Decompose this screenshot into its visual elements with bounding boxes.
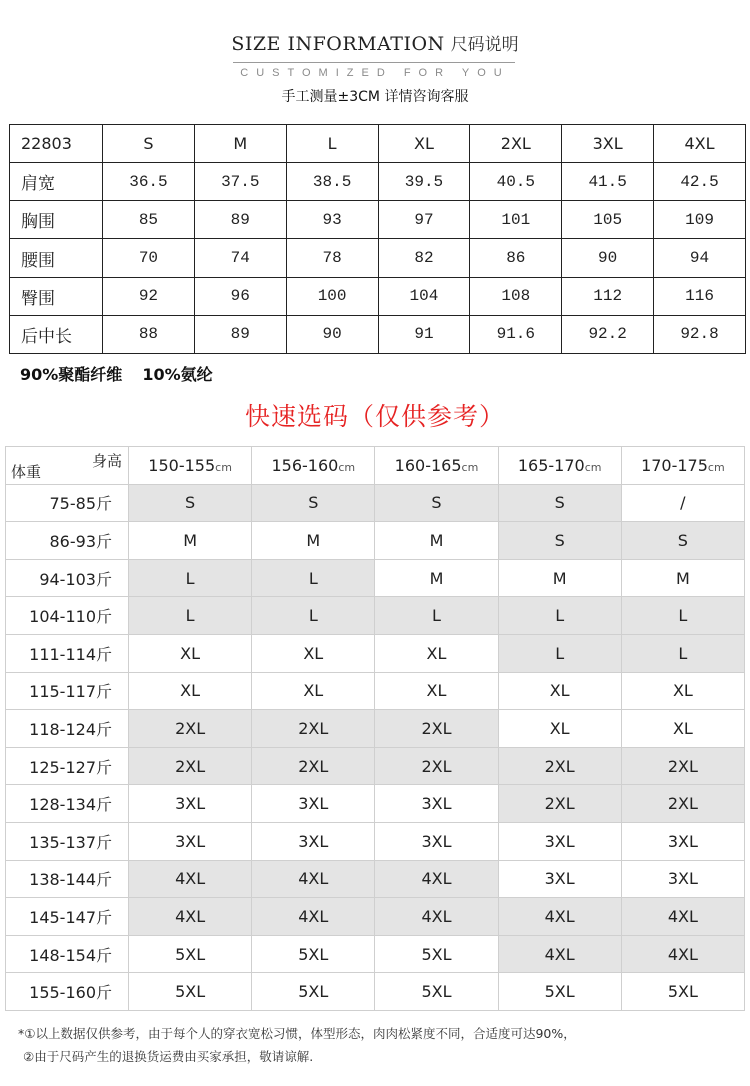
size-recommendation: 4XL <box>252 898 375 936</box>
size-recommendation: XL <box>129 672 252 710</box>
weight-label: 104-110斤 <box>6 597 129 635</box>
size-recommendation: XL <box>129 634 252 672</box>
size-recommendation: 2XL <box>129 747 252 785</box>
height-header <box>621 447 744 485</box>
measure-label: 胸围 <box>10 201 103 239</box>
height-unit: cm <box>707 460 725 474</box>
size-recommendation: S <box>498 484 621 522</box>
size-recommendation: 4XL <box>375 898 498 936</box>
measure-label: 腰围 <box>10 239 103 277</box>
quick-row <box>6 822 745 860</box>
size-recommendation: 3XL <box>129 785 252 823</box>
size-recommendation: L <box>252 559 375 597</box>
size-recommendation: 5XL <box>252 935 375 973</box>
quick-row <box>6 860 745 898</box>
size-recommendation: L <box>129 597 252 635</box>
size-recommendation: 2XL <box>498 747 621 785</box>
weight-label: 145-147斤 <box>6 898 129 936</box>
size-recommendation: 4XL <box>621 935 744 973</box>
measure-value: 89 <box>194 201 286 239</box>
size-recommendation: XL <box>498 710 621 748</box>
size-recommendation: S <box>252 484 375 522</box>
quick-row <box>6 973 745 1011</box>
header <box>0 0 750 118</box>
size-recommendation: 2XL <box>621 747 744 785</box>
measure-value: 38.5 <box>286 163 378 201</box>
measure-value: 70 <box>103 239 195 277</box>
size-recommendation: 4XL <box>129 860 252 898</box>
weight-label: 86-93斤 <box>6 522 129 560</box>
size-table <box>9 124 746 354</box>
measure-value: 74 <box>194 239 286 277</box>
measure-value: 90 <box>286 315 378 353</box>
measure-value: 78 <box>286 239 378 277</box>
size-row <box>10 277 746 315</box>
weight-label: 148-154斤 <box>6 935 129 973</box>
size-recommendation: 2XL <box>375 710 498 748</box>
height-unit: cm <box>461 460 479 474</box>
weight-label: 75-85斤 <box>6 484 129 522</box>
height-range: 170-175 <box>641 455 708 475</box>
size-recommendation: 4XL <box>375 860 498 898</box>
size-recommendation: 4XL <box>252 860 375 898</box>
subtitle: CUSTOMIZED FOR YOU <box>240 67 510 79</box>
size-header-xl: XL <box>378 125 470 163</box>
quick-row <box>6 522 745 560</box>
measure-value: 116 <box>654 277 746 315</box>
measure-value: 36.5 <box>103 163 195 201</box>
weight-label: 155-160斤 <box>6 973 129 1011</box>
quick-row <box>6 672 745 710</box>
weight-label: 111-114斤 <box>6 634 129 672</box>
size-header-row <box>10 125 746 163</box>
measure-value: 104 <box>378 277 470 315</box>
size-recommendation: M <box>375 559 498 597</box>
measure-value: 100 <box>286 277 378 315</box>
page-title <box>0 30 750 55</box>
quick-row <box>6 710 745 748</box>
height-unit: cm <box>215 460 232 474</box>
quick-row <box>6 597 745 635</box>
size-recommendation: M <box>621 559 744 597</box>
size-header-3xl: 3XL <box>562 125 654 163</box>
size-header-m: M <box>194 125 286 163</box>
measure-value: 112 <box>562 277 654 315</box>
size-recommendation: 4XL <box>621 898 744 936</box>
measure-value: 92.8 <box>654 315 746 353</box>
measure-value: 94 <box>654 239 746 277</box>
size-recommendation: S <box>129 484 252 522</box>
height-range: 160-165 <box>394 455 462 475</box>
size-recommendation: 5XL <box>498 973 621 1011</box>
quick-row <box>6 747 745 785</box>
measure-value: 92.2 <box>562 315 654 353</box>
weight-label: 118-124斤 <box>6 710 129 748</box>
measure-value: 109 <box>654 201 746 239</box>
measure-value: 41.5 <box>562 163 654 201</box>
measure-value: 82 <box>378 239 470 277</box>
size-header-l: L <box>286 125 378 163</box>
height-range: 150-155 <box>148 455 216 475</box>
measure-value: 90 <box>562 239 654 277</box>
title-divider <box>233 62 515 63</box>
measure-value: 96 <box>194 277 286 315</box>
measure-value: 92 <box>103 277 195 315</box>
style-code: 22803 <box>10 125 103 163</box>
fabric-polyester: 90%聚酯纤维 <box>20 365 123 384</box>
height-header <box>252 447 375 485</box>
height-header <box>498 447 621 485</box>
measure-value: 91 <box>378 315 470 353</box>
size-recommendation: L <box>621 597 744 635</box>
height-header <box>129 447 252 485</box>
size-header-2xl: 2XL <box>470 125 562 163</box>
fabric-spandex: 10%氨纶 <box>142 365 213 384</box>
quick-row <box>6 484 745 522</box>
size-recommendation: L <box>498 634 621 672</box>
size-recommendation: XL <box>252 634 375 672</box>
title-cn: 尺码说明 <box>450 35 519 55</box>
size-row <box>10 163 746 201</box>
measure-value: 89 <box>194 315 286 353</box>
size-recommendation: XL <box>621 672 744 710</box>
height-header <box>375 447 498 485</box>
size-recommendation: L <box>129 559 252 597</box>
measure-value: 39.5 <box>378 163 470 201</box>
size-row <box>10 239 746 277</box>
size-recommendation: 5XL <box>375 935 498 973</box>
quick-row <box>6 634 745 672</box>
weight-label: 115-117斤 <box>6 672 129 710</box>
size-recommendation: 3XL <box>252 785 375 823</box>
size-recommendation: XL <box>498 672 621 710</box>
size-recommendation: XL <box>375 634 498 672</box>
corner-height-label: 身高 <box>91 452 122 470</box>
quick-size-title: 快速选码（仅供参考） <box>244 402 505 431</box>
quick-row <box>6 898 745 936</box>
size-row <box>10 201 746 239</box>
size-recommendation: 5XL <box>252 973 375 1011</box>
footnote-1: *①以上数据仅供参考，由于每个人的穿衣宽松习惯，体型形态，肉肉松紧度不同，合适度可达90%， <box>18 1026 576 1041</box>
quick-header-row <box>6 447 745 485</box>
size-recommendation: 2XL <box>498 785 621 823</box>
size-recommendation: S <box>498 522 621 560</box>
size-recommendation: 5XL <box>129 935 252 973</box>
size-recommendation: L <box>252 597 375 635</box>
quick-row <box>6 785 745 823</box>
size-recommendation: 3XL <box>498 822 621 860</box>
height-range: 165-170 <box>517 455 585 475</box>
height-range: 156-160 <box>271 455 339 475</box>
measure-value: 86 <box>470 239 562 277</box>
measure-value: 42.5 <box>654 163 746 201</box>
fabric-composition <box>20 362 233 385</box>
size-recommendation: 4XL <box>129 898 252 936</box>
size-recommendation: 2XL <box>252 747 375 785</box>
measure-value: 93 <box>286 201 378 239</box>
size-recommendation: S <box>375 484 498 522</box>
measure-value: 108 <box>470 277 562 315</box>
size-recommendation: / <box>621 484 744 522</box>
height-unit: cm <box>584 460 602 474</box>
weight-label: 128-134斤 <box>6 785 129 823</box>
size-recommendation: 2XL <box>129 710 252 748</box>
corner-cell <box>6 447 129 485</box>
size-recommendation: 3XL <box>129 822 252 860</box>
size-recommendation: XL <box>252 672 375 710</box>
size-recommendation: 4XL <box>498 898 621 936</box>
corner-weight-label: 体重 <box>11 462 42 481</box>
weight-label: 135-137斤 <box>6 822 129 860</box>
size-row <box>10 315 746 353</box>
measure-label: 臀围 <box>10 277 103 315</box>
quick-row <box>6 559 745 597</box>
size-recommendation: 5XL <box>129 973 252 1011</box>
size-recommendation: L <box>621 634 744 672</box>
measure-label: 后中长 <box>10 315 103 353</box>
title-en: SIZE INFORMATION <box>231 33 445 55</box>
measure-value: 40.5 <box>470 163 562 201</box>
size-recommendation: L <box>375 597 498 635</box>
size-recommendation: 5XL <box>621 973 744 1011</box>
size-recommendation: 3XL <box>375 822 498 860</box>
size-recommendation: 5XL <box>375 973 498 1011</box>
size-header-4xl: 4XL <box>654 125 746 163</box>
weight-label: 138-144斤 <box>6 860 129 898</box>
size-recommendation: 3XL <box>621 860 744 898</box>
measure-value: 97 <box>378 201 470 239</box>
size-recommendation: 3XL <box>621 822 744 860</box>
size-recommendation: XL <box>621 710 744 748</box>
size-recommendation: 4XL <box>498 935 621 973</box>
measure-note: 手工测量±3CM 详情咨询客服 <box>281 89 469 105</box>
measure-value: 101 <box>470 201 562 239</box>
size-recommendation: M <box>375 522 498 560</box>
size-recommendation: 3XL <box>498 860 621 898</box>
measure-label: 肩宽 <box>10 163 103 201</box>
weight-label: 125-127斤 <box>6 747 129 785</box>
height-unit: cm <box>338 460 356 474</box>
measure-value: 85 <box>103 201 195 239</box>
size-recommendation: L <box>498 597 621 635</box>
measure-value: 105 <box>562 201 654 239</box>
size-recommendation: M <box>252 522 375 560</box>
quick-size-table <box>5 446 745 1011</box>
size-header-s: S <box>103 125 195 163</box>
size-recommendation: M <box>498 559 621 597</box>
size-recommendation: 3XL <box>375 785 498 823</box>
size-recommendation: S <box>621 522 744 560</box>
weight-label: 94-103斤 <box>6 559 129 597</box>
quick-row <box>6 935 745 973</box>
footnote-2: ②由于尺码产生的退换货运费由买家承担，敬请谅解. <box>23 1049 314 1064</box>
size-recommendation: 2XL <box>375 747 498 785</box>
size-recommendation: M <box>129 522 252 560</box>
size-recommendation: 2XL <box>621 785 744 823</box>
size-recommendation: 2XL <box>252 710 375 748</box>
measure-value: 88 <box>103 315 195 353</box>
size-recommendation: 3XL <box>252 822 375 860</box>
size-recommendation: XL <box>375 672 498 710</box>
measure-value: 37.5 <box>194 163 286 201</box>
measure-value: 91.6 <box>470 315 562 353</box>
